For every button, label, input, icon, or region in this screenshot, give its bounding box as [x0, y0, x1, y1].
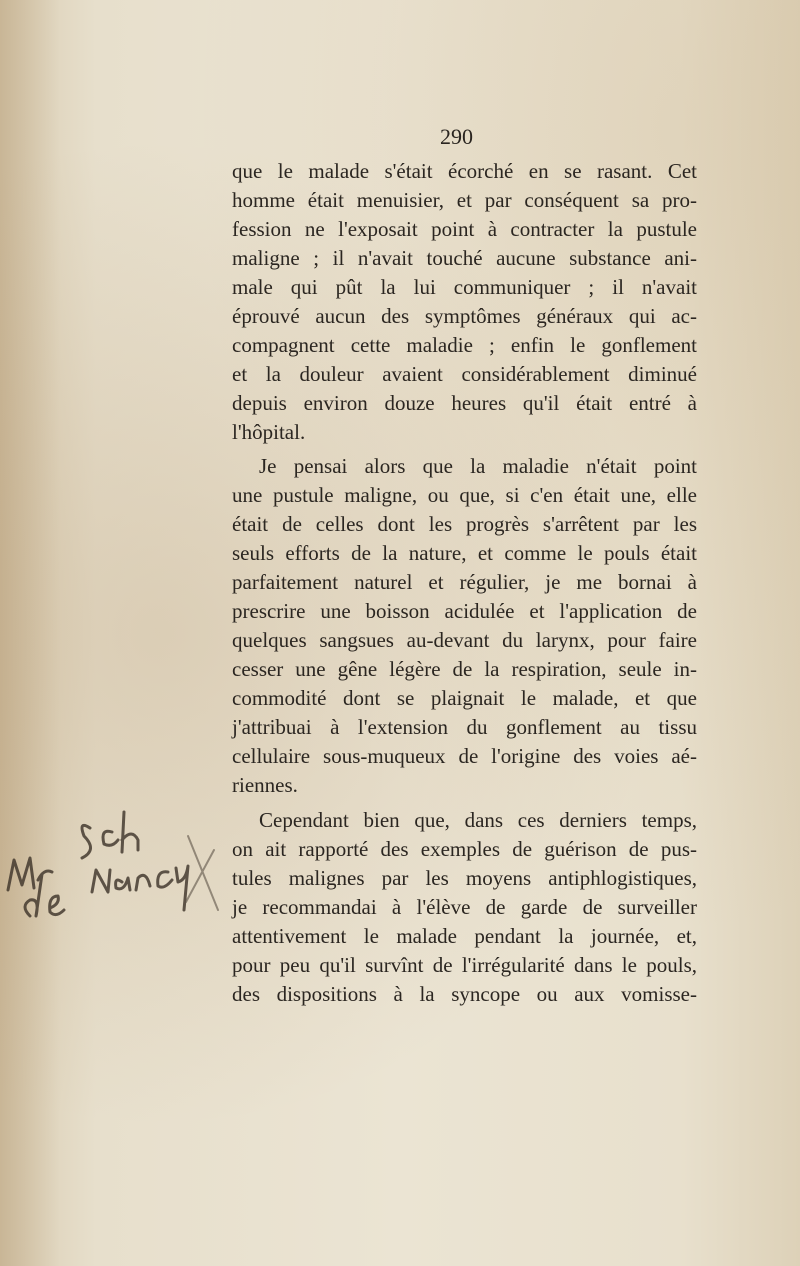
handwritten-annotation [0, 740, 230, 920]
page-stain [0, 0, 60, 1266]
text-line: l'hôpital. [232, 420, 306, 444]
text-line: une pustule maligne, ou que, si c'en était une, elle [232, 483, 697, 507]
text-line: des dispositions à la syncope ou aux vomisse- [232, 982, 697, 1006]
text-line: cesser une gêne légère de la respiration, seule in- [232, 657, 697, 681]
text-line: homme était menuisier, et par conséquent sa pro- [232, 188, 697, 212]
text-line: j'attribuai à l'extension du gonflement au tissu [232, 715, 697, 739]
text-line: compagnent cette maladie ; enfin le gonflement [232, 333, 697, 357]
text-line: riennes. [232, 773, 298, 797]
text-line: attentivement le malade pendant la journée, et, [232, 924, 697, 948]
text-line: éprouvé aucun des symptômes généraux qui ac- [232, 304, 697, 328]
text-line: et la douleur avaient considérablement diminué [232, 362, 697, 386]
text-line: était de celles dont les progrès s'arrêtent par les [232, 512, 697, 536]
text-line: Je pensai alors que la maladie n'était point [259, 454, 697, 478]
text-line: seuls efforts de la nature, et comme le pouls était [232, 541, 697, 565]
text-line: commodité dont se plaignait le malade, et que [232, 686, 697, 710]
text-line: tules malignes par les moyens antiphlogistiques, [232, 866, 697, 890]
page-number: 290 [440, 124, 473, 149]
text-line: maligne ; il n'avait touché aucune substance ani- [232, 246, 697, 270]
text-line: parfaitement naturel et régulier, je me bornai à [232, 570, 697, 594]
text-line: quelques sangsues au-devant du larynx, pour faire [232, 628, 697, 652]
text-line: Cependant bien que, dans ces derniers temps, [259, 808, 697, 832]
text-line: pour peu qu'il survînt de l'irrégularité dans le pouls, [232, 953, 697, 977]
text-line: prescrire une boisson acidulée et l'application de [232, 599, 697, 623]
text-line: fession ne l'exposait point à contracter la pustule [232, 217, 697, 241]
text-line: je recommandai à l'élève de garde de surveiller [232, 895, 697, 919]
text-line: on ait rapporté des exemples de guérison de pus- [232, 837, 697, 861]
text-line: depuis environ douze heures qu'il était entré à [232, 391, 697, 415]
text-line: que le malade s'était écorché en se rasant. Cet [232, 159, 697, 183]
text-line: male qui pût la lui communiquer ; il n'avait [232, 275, 697, 299]
text-line: cellulaire sous-muqueux de l'origine des voies aé- [232, 744, 697, 768]
